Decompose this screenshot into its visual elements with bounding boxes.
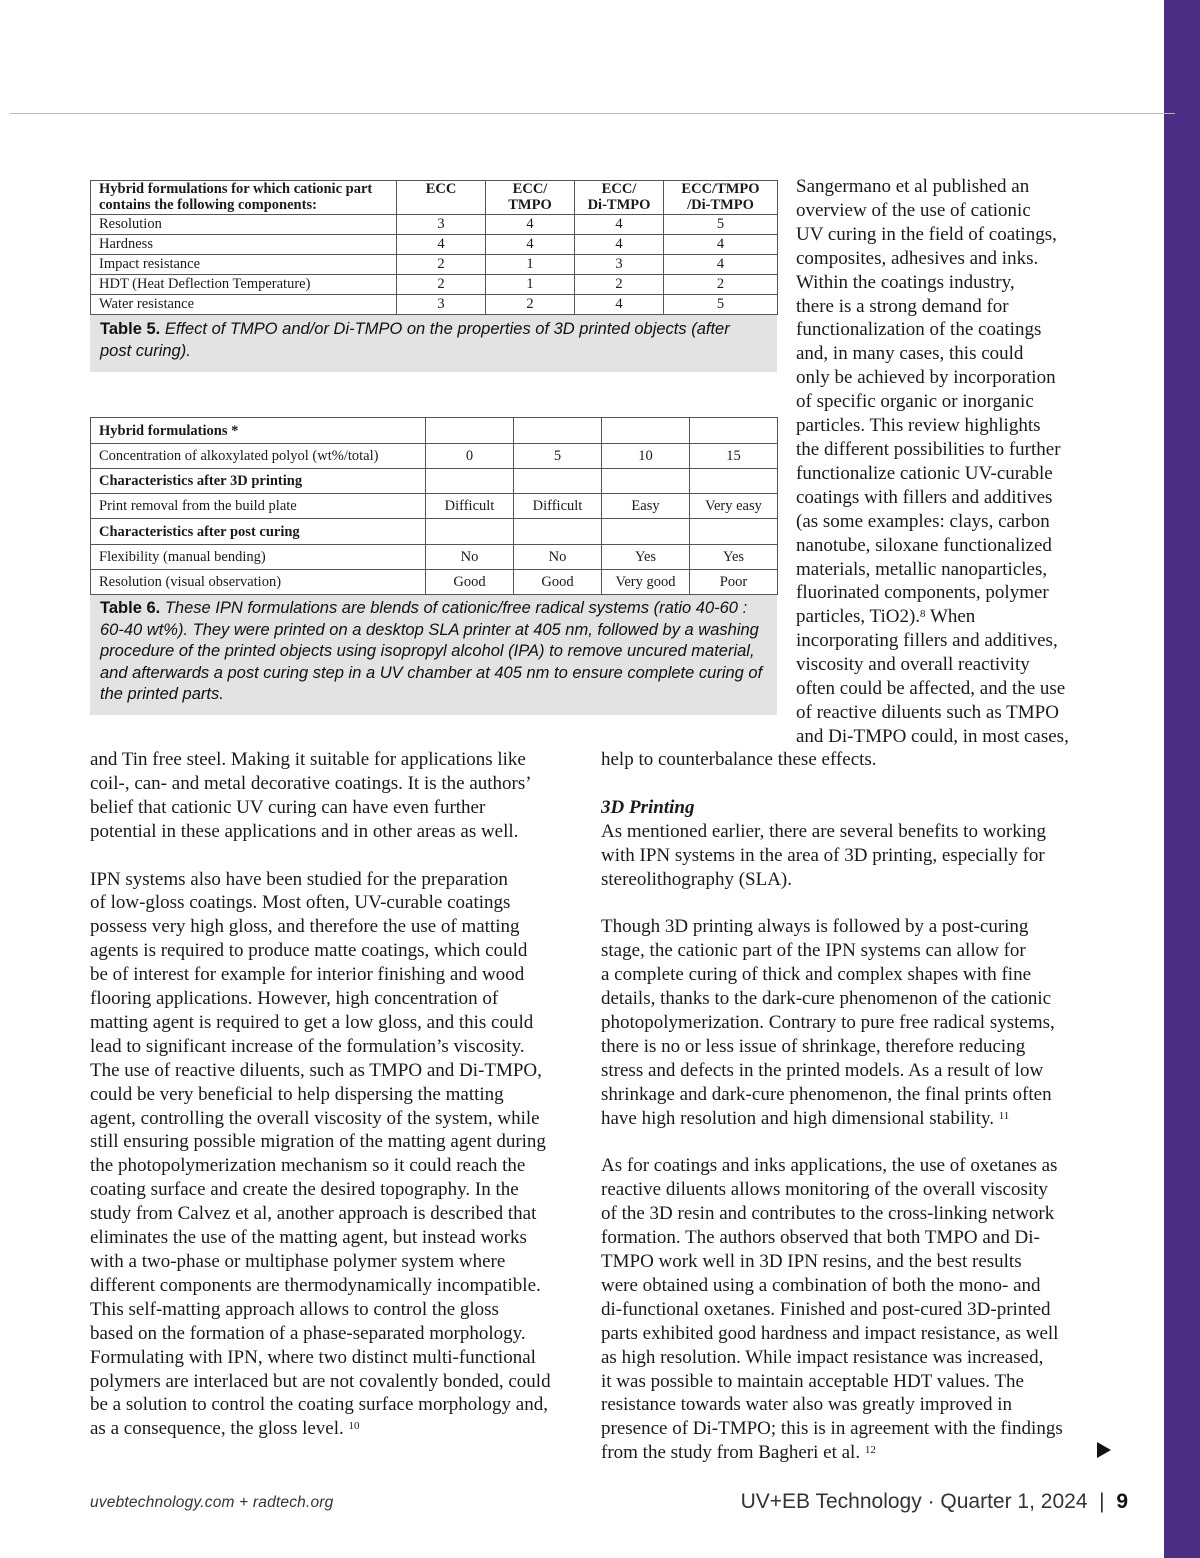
table-cell: 4	[575, 235, 664, 255]
table-cell: 2	[575, 275, 664, 295]
footer-title: UV+EB Technology · Quarter 1, 2024	[740, 1490, 1088, 1513]
paragraph-text: IPN systems also have been studied for the preparation of low-gloss coatings. Most often, UV-curable coatings possess very high gloss, and therefore the use of matting agents is required to produce matte coatings, which could be of interest for example for interior finishing and wood flooring applications. However, high concentration of matting agent is required to get a low gloss, and this could lead to significant increase of the formulation’s viscosity. The use of reactive diluents, such as TMPO and Di-TMPO, could be very beneficial to help dispersing the matting agent, controlling the overall viscosity of the system, while still ensuring possible migration of the matting agent during the photopolymerization mechanism so it could reach the coating surface and create the desired topography. In the study from Calvez et al, another approach is described that eliminates the use of the matting agent, but instead works with a two-phase or multiphase polymer system where different components are thermodynamically incompatible. This self-matting approach allows to control the gloss based on the formation of a phase-separated morphology. Formulating with IPN, where two distinct multi-functional polymers are interlaced but are not covalently bonded, could be a solution to control the coating surface morphology and, as a consequence, the gloss level.	[90, 868, 551, 1440]
table-cell: 10	[602, 444, 690, 469]
table-row	[91, 275, 778, 295]
table-5-caption	[90, 319, 777, 362]
side-text-after: When incorporating fillers and additives, viscosity and overall reactivity often could be affected, and the use of reactive diluents such as TMPO and Di-TMPO could, in most cases,	[796, 606, 1069, 747]
table-cell	[690, 418, 778, 444]
paragraph	[90, 868, 580, 1442]
footer-publication	[741, 1490, 1128, 1514]
table-row	[91, 494, 778, 519]
caption-label: Table 6.	[100, 599, 161, 617]
table-cell: Characteristics after 3D printing	[91, 469, 426, 494]
table-cell: Very good	[602, 570, 690, 595]
table-cell: 0	[426, 444, 514, 469]
table-cell: 4	[664, 235, 778, 255]
table-cell: Poor	[690, 570, 778, 595]
table-cell: 4	[575, 215, 664, 235]
reference-marker: 8	[920, 608, 926, 621]
table-cell: 4	[486, 215, 575, 235]
table-cell: 1	[486, 275, 575, 295]
table-cell: Resolution (visual observation)	[91, 570, 426, 595]
table-cell: Hybrid formulations *	[91, 418, 426, 444]
table-row	[91, 545, 778, 570]
table-cell: 4	[486, 235, 575, 255]
table-row	[91, 295, 778, 315]
table-cell: 1	[486, 255, 575, 275]
paragraph: and Tin free steel. Making it suitable for applications like coil-, can- and metal decorative coatings. It is the authors’ belief that cationic UV curing can have even further potential in these applications and in other areas as well.	[90, 749, 532, 842]
table-row	[91, 469, 778, 494]
table-header-cell: ECC/ TMPO	[486, 181, 575, 215]
table-cell: Difficult	[514, 494, 602, 519]
table-cell	[514, 469, 602, 494]
section-heading: 3D Printing	[601, 796, 695, 818]
table-cell: Concentration of alkoxylated polyol (wt%/total)	[91, 444, 426, 469]
footer-separator: |	[1099, 1490, 1105, 1513]
table-cell	[690, 469, 778, 494]
table-5	[90, 180, 778, 315]
reference-marker: 12	[864, 1444, 876, 1457]
table-row	[91, 255, 778, 275]
table-cell: No	[426, 545, 514, 570]
table-cell: 5	[514, 444, 602, 469]
table-cell: Hardness	[91, 235, 397, 255]
table-cell: Difficult	[426, 494, 514, 519]
right-column	[601, 748, 1091, 1465]
reference-marker: 10	[348, 1420, 360, 1433]
table-header-row	[91, 181, 778, 215]
table-cell: 5	[664, 295, 778, 315]
table-6	[90, 417, 778, 595]
paragraph-text: Though 3D printing always is followed by a post-curing stage, the cationic part of the IPN systems can allow for a complete curing of thick and complex shapes with fine details, thanks to the dark-cure phenomenon of the cationic photopolymerization. Contrary to pure free radical systems, there is no or less issue of shrinkage, therefore reducing stress and defects in the printed models. As a result of low shrinkage and dark-cure phenomenon, the final prints often have high resolution and high dimensional stability.	[601, 916, 1055, 1129]
left-column	[90, 748, 580, 1441]
table-cell	[514, 519, 602, 545]
table-cell: 4	[664, 255, 778, 275]
table-cell: Very easy	[690, 494, 778, 519]
table-row	[91, 215, 778, 235]
table-cell: 3	[397, 295, 486, 315]
paragraph: help to counterbalance these effects.	[601, 749, 877, 770]
table-header-cell: Hybrid formulations for which cationic part contains the following components:	[91, 181, 397, 215]
side-column	[796, 175, 1096, 749]
caption-text: Effect of TMPO and/or Di-TMPO on the properties of 3D printed objects (after post curing).	[100, 320, 730, 360]
table-cell: 2	[397, 255, 486, 275]
table-cell: Resolution	[91, 215, 397, 235]
side-paragraph	[796, 175, 1096, 749]
table-cell: Good	[514, 570, 602, 595]
table-cell	[426, 469, 514, 494]
paragraph	[601, 915, 1091, 1130]
table-cell: Yes	[602, 545, 690, 570]
caption-text: These IPN formulations are blends of cationic/free radical systems (ratio 40-60 : 60-40 wt%). They were printed on a desktop SLA printer at 405 nm, followed by a washing procedure of the printed objects using isopropyl alcohol (IPA) to remove uncured material, and afterwards a post curing step in a UV chamber at 405 nm to ensure complete curing of the printed parts.	[100, 599, 763, 703]
table-cell: Flexibility (manual bending)	[91, 545, 426, 570]
table-cell	[426, 519, 514, 545]
table-cell: HDT (Heat Deflection Temperature)	[91, 275, 397, 295]
table-cell: 4	[397, 235, 486, 255]
table-row	[91, 235, 778, 255]
table-cell: Good	[426, 570, 514, 595]
table-cell: 5	[664, 215, 778, 235]
table-row	[91, 418, 778, 444]
table-cell	[602, 418, 690, 444]
continue-arrow-icon	[1097, 1442, 1111, 1458]
table-cell: 2	[397, 275, 486, 295]
table-6-block	[90, 417, 777, 715]
table-cell	[426, 418, 514, 444]
header-rule	[10, 113, 1175, 114]
reference-marker: 11	[998, 1109, 1010, 1122]
table-cell: Easy	[602, 494, 690, 519]
table-cell: 2	[486, 295, 575, 315]
table-cell: Print removal from the build plate	[91, 494, 426, 519]
paragraph-text: As for coatings and inks applications, the use of oxetanes as reactive diluents allows monitoring of the overall viscosity of the 3D resin and contributes to the cross-linking network formation. The authors observed that both TMPO and Di- TMPO work well in 3D IPN resins, and the best results were obtained using a combination of both the mono- and di-functional oxetanes. Finished and post-cured 3D-printed parts exhibited good hardness and impact resistance, as well as high resolution. While impact resistance was increased, it was possible to maintain acceptable HDT values. The resistance towards water also was greatly improved in presence of Di-TMPO; this is in agreement with the findings from the study from Bagheri et al.	[601, 1155, 1063, 1464]
table-6-caption	[90, 598, 777, 706]
table-header-cell: ECC	[397, 181, 486, 215]
table-cell: Water resistance	[91, 295, 397, 315]
side-text: Sangermano et al published an overview of the use of cationic UV curing in the field of coatings, composites, adhesives and inks. Within the coatings industry, there is a strong demand for functionalization of the coatings and, in many cases, this could only be achieved by incorporation of specific organic or inorganic particles. This review highlights the different possibilities to further functionalize cationic UV-curable coatings with fillers and additives (as some examples: clays, carbon nanotube, siloxane functionalized materials, metallic nanoparticles, fluorinated components, polymer particles, TiO2).	[796, 176, 1061, 628]
page-number: 9	[1116, 1490, 1128, 1513]
caption-label: Table 5.	[100, 320, 161, 338]
table-row	[91, 444, 778, 469]
table-cell: Yes	[690, 545, 778, 570]
table-cell: Impact resistance	[91, 255, 397, 275]
table-cell: 3	[397, 215, 486, 235]
table-cell	[690, 519, 778, 545]
table-cell	[514, 418, 602, 444]
paragraph	[601, 1154, 1091, 1465]
table-header-cell: ECC/ Di-TMPO	[575, 181, 664, 215]
table-cell	[602, 519, 690, 545]
footer-websites: uvebtechnology.com + radtech.org	[90, 1494, 334, 1511]
table-cell: Characteristics after post curing	[91, 519, 426, 545]
table-cell: No	[514, 545, 602, 570]
table-cell: 15	[690, 444, 778, 469]
table-cell	[602, 469, 690, 494]
table-header-cell: ECC/TMPO /Di-TMPO	[664, 181, 778, 215]
paragraph: As mentioned earlier, there are several benefits to working with IPN systems in the area of 3D printing, especially for stereolithography (SLA).	[601, 820, 1047, 890]
table-row	[91, 570, 778, 595]
table-5-block	[90, 180, 777, 372]
table-cell: 2	[664, 275, 778, 295]
table-cell: 4	[575, 295, 664, 315]
table-row	[91, 519, 778, 545]
table-cell: 3	[575, 255, 664, 275]
accent-side-bar	[1164, 0, 1200, 1558]
